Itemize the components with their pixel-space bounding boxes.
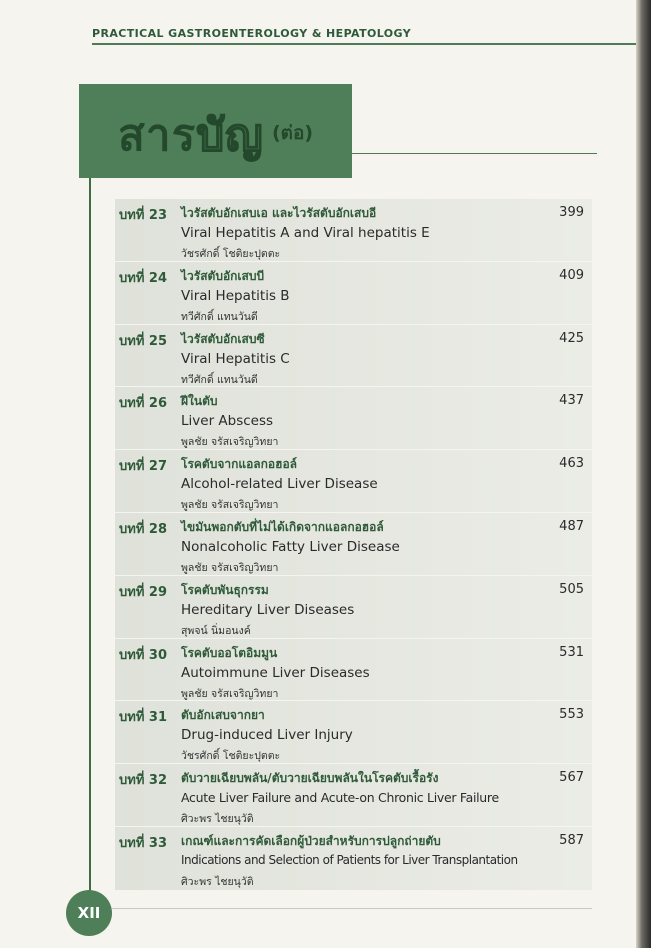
- toc-entry-29[interactable]: [115, 576, 592, 639]
- left-margin-rule: [89, 178, 91, 908]
- chapter-label: บทที่ 26: [119, 396, 168, 412]
- chapter-thai-title: โรคตับจากแอลกอฮอล์: [181, 457, 298, 472]
- toc-entry-26[interactable]: [115, 387, 592, 450]
- chapter-label: บทที่ 29: [119, 584, 168, 600]
- chapter-label: บทที่ 28: [119, 521, 168, 537]
- chapter-label: บทที่ 31: [119, 710, 168, 726]
- page-number: 505: [559, 581, 584, 597]
- chapter-english-title: Acute Liver Failure and Acute-on Chronic Liver Failure: [181, 790, 499, 806]
- page-number: 487: [559, 518, 584, 534]
- chapter-author: พูลชัย จรัสเจริญวิทยา: [181, 499, 279, 512]
- chapter-author: พูลชัย จรัสเจริญวิทยา: [181, 436, 279, 449]
- chapter-thai-title: ไวรัสตับอักเสบบี: [181, 268, 265, 283]
- chapter-label: บทที่ 30: [119, 647, 168, 663]
- title-outline: บัญ: [196, 110, 264, 161]
- chapter-author: ศิวะพร ไชยนุวัติ: [181, 875, 254, 888]
- page-title: [118, 100, 264, 170]
- chapter-author: ทวีศักดิ์ แทนวันดี: [181, 310, 258, 323]
- chapter-english-title: Nonalcoholic Fatty Liver Disease: [181, 538, 400, 555]
- page-number: 567: [559, 770, 584, 786]
- chapter-english-title: Liver Abscess: [181, 413, 274, 430]
- chapter-english-title: Indications and Selection of Patients for Liver Transplantation: [181, 852, 518, 867]
- chapter-author: ทวีศักดิ์ แทนวันดี: [181, 373, 258, 386]
- chapter-english-title: Viral Hepatitis B: [181, 287, 290, 304]
- chapter-label: บทที่ 25: [119, 333, 168, 349]
- running-header: PRACTICAL GASTROENTEROLOGY & HEPATOLOGY: [92, 27, 412, 40]
- chapter-thai-title: ตับอักเสบจากยา: [181, 708, 265, 723]
- chapter-thai-title: ตับวายเฉียบพลัน/ตับวายเฉียบพลันในโรคตับเรื้อรัง: [181, 771, 439, 786]
- bottom-rule: [112, 908, 592, 909]
- chapter-english-title: Autoimmune Liver Diseases: [181, 664, 370, 681]
- chapter-thai-title: ไวรัสตับอักเสบซี: [181, 331, 265, 346]
- chapter-thai-title: เกณฑ์และการคัดเลือกผู้ป่วยสำหรับการปลูกถ่ายตับ: [181, 833, 441, 848]
- chapter-author: วัชรศักดิ์ โชติยะปุตตะ: [181, 248, 281, 260]
- toc-entry-33[interactable]: [115, 827, 592, 890]
- page-number: 531: [559, 644, 584, 660]
- chapter-thai-title: โรคตับออโตอิมมูน: [181, 645, 278, 660]
- title-solid: สาร: [118, 110, 197, 161]
- toc-entry-24[interactable]: [115, 262, 592, 325]
- title-rule: [352, 153, 597, 154]
- toc-entry-28[interactable]: [115, 513, 592, 576]
- chapter-english-title: Viral Hepatitis C: [181, 350, 290, 367]
- chapter-thai-title: โรคตับพันธุกรรม: [181, 582, 269, 597]
- page-number: 437: [559, 393, 584, 409]
- chapter-english-title: Drug-induced Liver Injury: [181, 727, 353, 744]
- toc-entry-31[interactable]: [115, 701, 592, 764]
- folio-badge: XII: [66, 890, 112, 936]
- chapter-thai-title: ไวรัสตับอักเสบเอ และไวรัสตับอักเสบอี: [181, 206, 377, 220]
- chapter-english-title: Hereditary Liver Diseases: [181, 601, 355, 618]
- chapter-english-title: Alcohol-related Liver Disease: [181, 476, 378, 493]
- chapter-label: บทที่ 23: [119, 208, 168, 223]
- chapter-english-title: Viral Hepatitis A and Viral hepatitis E: [181, 225, 430, 241]
- book-binding-shadow: [636, 0, 651, 948]
- chapter-author: วัชรศักดิ์ โชติยะปุตตะ: [181, 750, 281, 763]
- page-number: 553: [559, 707, 584, 723]
- chapter-author: พูลชัย จรัสเจริญวิทยา: [181, 561, 279, 574]
- toc-entry-23[interactable]: [115, 199, 592, 262]
- toc-entry-32[interactable]: [115, 764, 592, 827]
- title-continued: (ต่อ): [272, 122, 314, 144]
- toc-entry-27[interactable]: [115, 450, 592, 513]
- chapter-author: พูลชัย จรัสเจริญวิทยา: [181, 687, 279, 700]
- table-of-contents: [115, 199, 592, 890]
- chapter-label: บทที่ 27: [119, 459, 168, 475]
- toc-entry-30[interactable]: [115, 639, 592, 702]
- chapter-label: บทที่ 33: [119, 835, 168, 851]
- chapter-label: บทที่ 24: [119, 270, 168, 286]
- page-number: 399: [559, 205, 584, 220]
- chapter-label: บทที่ 32: [119, 773, 168, 789]
- page-number: 409: [559, 267, 584, 283]
- chapter-thai-title: ฝีในตับ: [181, 394, 218, 409]
- page-number: 463: [559, 456, 584, 472]
- page-number: 425: [559, 330, 584, 346]
- chapter-thai-title: ไขมันพอกตับที่ไม่ได้เกิดจากแอลกอฮอล์: [181, 519, 384, 534]
- chapter-author: ศิวะพร ไชยนุวัติ: [181, 813, 254, 826]
- toc-entry-25[interactable]: [115, 325, 592, 388]
- chapter-author: สุพจน์ นิ่มอนงค์: [181, 624, 251, 637]
- page-number: 587: [559, 832, 584, 848]
- header-rule: [92, 43, 636, 45]
